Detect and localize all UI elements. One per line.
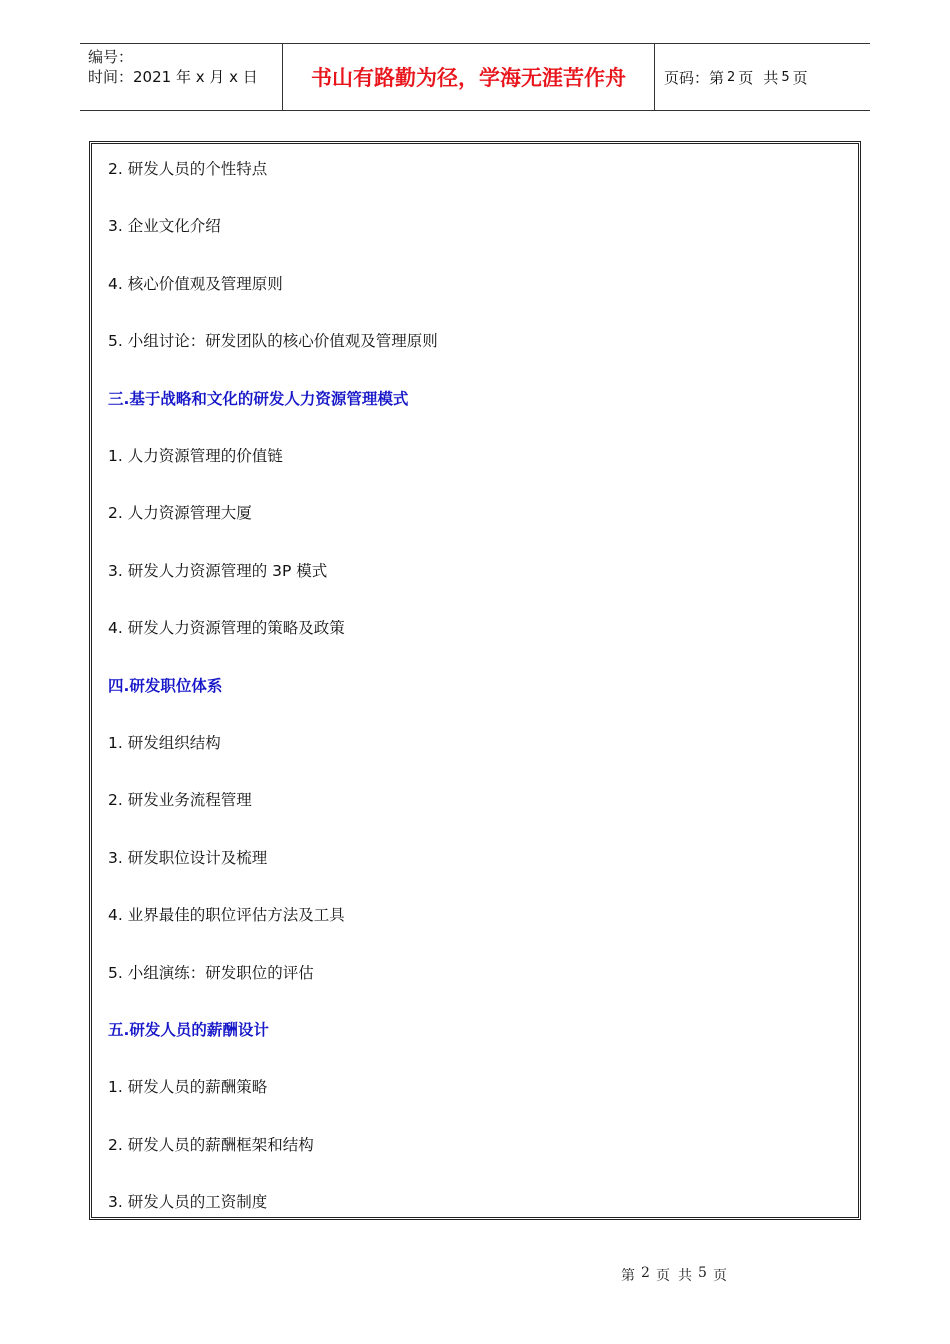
list-item: 1. 人力资源管理的价值链 (108, 447, 283, 465)
list-item: 2. 研发业务流程管理 (108, 791, 252, 810)
list-item: 1. 研发人员的薪酬策略 (108, 1078, 268, 1097)
header-motto: 书山有路勤为径，学海无涯苦作舟 (282, 44, 655, 110)
list-item: 2. 研发人员的个性特点 (108, 160, 268, 178)
page-current: 2 (727, 69, 736, 85)
footer-mid: 页 (656, 1268, 670, 1284)
list-item: 5. 小组讨论：研发团队的核心价值观及管理原则 (108, 332, 438, 351)
section-heading: 三.基于战略和文化的研发人力资源管理模式 (108, 389, 409, 408)
list-item: 4. 核心价值观及管理原则 (108, 274, 283, 293)
footer-total: 5 (698, 1265, 707, 1281)
header-page-number (655, 44, 870, 110)
footer-total-prefix: 共 (678, 1268, 692, 1284)
page-prefix: 页码：第 (664, 68, 725, 87)
footer-prefix: 第 (621, 1268, 635, 1284)
page-mid: 页 (738, 68, 754, 87)
list-item: 2. 人力资源管理大厦 (108, 504, 252, 523)
footer-suffix: 页 (713, 1268, 727, 1284)
list-item: 3. 研发人员的工资制度 (108, 1193, 268, 1212)
page-header (80, 43, 870, 111)
footer-current: 2 (641, 1265, 650, 1281)
list-item: 4. 研发人力资源管理的策略及政策 (108, 619, 345, 638)
date-label: 时间：2021 年 x 月 x 日 (88, 68, 258, 86)
list-item: 3. 研发职位设计及梳理 (108, 848, 268, 867)
list-item: 1. 研发组织结构 (108, 734, 221, 752)
page-total-prefix: 共 (763, 68, 779, 87)
code-label: 编号： (88, 48, 134, 66)
list-item: 5. 小组演练：研发职位的评估 (108, 963, 314, 982)
page-suffix: 页 (792, 68, 808, 87)
list-item: 3. 企业文化介绍 (108, 217, 221, 236)
header-meta (80, 44, 282, 110)
list-item: 2. 研发人员的薪酬框架和结构 (108, 1135, 314, 1154)
list-item: 4. 业界最佳的职位评估方法及工具 (108, 906, 345, 925)
section-heading: 四.研发职位体系 (108, 676, 223, 695)
section-heading: 五.研发人员的薪酬设计 (108, 1021, 269, 1039)
list-item: 3. 研发人力资源管理的 3P 模式 (108, 561, 328, 580)
page-total: 5 (781, 69, 790, 85)
content-box (89, 141, 861, 1220)
